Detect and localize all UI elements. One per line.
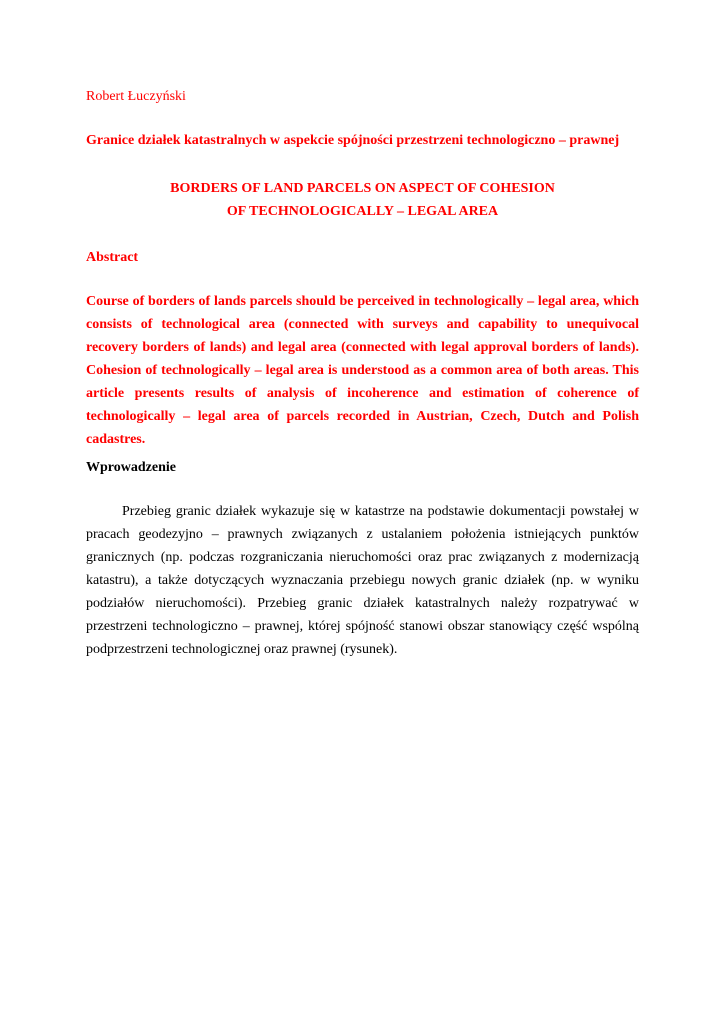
abstract-text: Course of borders of lands parcels should be perceived in technologically – legal area, which consists of technological area (connected with surveys and capability to unequivocal recovery borders of lands) and legal area (connected with legal approval borders of lands). Cohesion of technologically – legal area is understood as a common area of both areas. This article presents results of analysis of incoherence and estimation of coherence of technologically – legal area of parcels recorded in Austrian, Czech, Dutch and Polish cadastres. [86,294,639,447]
abstract-heading: Abstract [86,250,139,265]
body-paragraph: Przebieg granic działek wykazuje się w katastrze na podstawie dokumentacji powstałej w pracach geodezyjno – prawnych związanych z ustalaniem położenia istniejących punktów granicznych (np. podczas rozgraniczania nieruchomości oraz prac związanych z modernizacją katastru), a także dotyczących wyznaczania przebiegu nowych granic działek (np. w wyniku podziałów nieruchomości). Przebieg granic działek katastralnych należy rozpatrywać w przestrzeni technologiczno – prawnej, której spójność stanowi obszar stanowiący część wspólną podprzestrzeni technologicznej oraz prawnej (rysunek). [86,504,639,657]
english-title-line-1: BORDERS OF LAND PARCELS ON ASPECT OF COHESION [170,181,555,196]
english-title [86,177,639,223]
english-title-line-2: OF TECHNOLOGICALLY – LEGAL AREA [226,204,499,219]
polish-title: Granice działek katastralnych w aspekcie spójności przestrzeni technologiczno – prawnej [86,133,620,148]
author-name: Robert Łuczyński [86,89,186,104]
section-heading: Wprowadzenie [86,460,176,475]
